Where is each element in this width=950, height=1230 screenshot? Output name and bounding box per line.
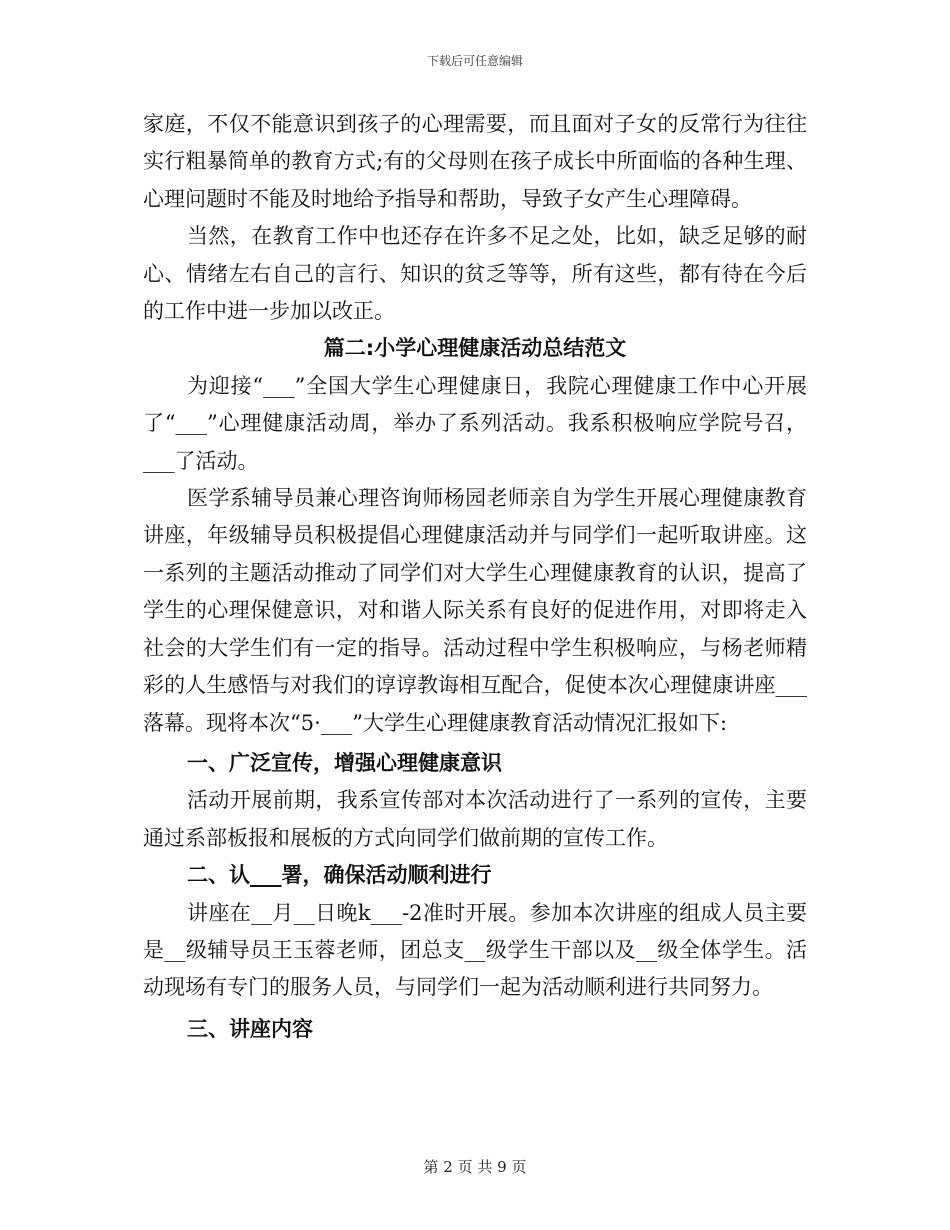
paragraph-publicity: 活动开展前期，我系宣传部对本次活动进行了一系列的宣传，主要通过系部板报和展板的方式向同学们做前期的宣传工作。 [143,788,807,850]
section-title: 篇二:小学心理健康活动总结范文 [323,336,627,361]
heading-publicity: 一、广泛宣传，增强心理健康意识 [187,750,502,775]
page-header: 下载后可任意编辑 [426,54,523,68]
paragraph-continued: 家庭，不仅不能意识到孩子的心理需要，而且面对子女的反常行为往往实行粗暴简单的教育方式;有的父母则在孩子成长中所面临的各种生理、心理问题时不能及时地给予指导和帮助，导致子女产生心理障碍。 [143,112,807,211]
page-footer: 第 2 页 共 9 页 [423,1158,527,1176]
paragraph-lecture: 医学系辅导员兼心理咨询师杨园老师亲自为学生开展心理健康教育讲座，年级辅导员积极提倡心理健康活动并与同学们一起听取讲座。这一系列的主题活动推动了同学们对大学生心理健康教育的认识，提高了学生的心理保健意识，对和谐人际关系有良好的促进作用，对即将走入社会的大学生们有一定的指导。活动过程中学生积极响应，与杨老师精彩的人生感悟与对我们的谆谆教诲相互配合，促使本次心理健康讲座___落幕。现将本次“5·___”大学生心理健康教育活动情况汇报如下: [143,486,807,735]
heading-arrangement: 二、认___署，确保活动顺利进行 [187,863,492,888]
paragraph-arrangement: 讲座在__月__日晚k___-2准时开展。参加本次讲座的组成人员主要是__级辅导员王玉蓉老师，团总支__级学生干部以及__级全体学生。活动现场有专门的服务人员，与同学们一起为活动顺利进行共同努力。 [143,900,807,1000]
paragraph-shortcomings: 当然，在教育工作中也还存在许多不足之处，比如，缺乏足够的耐心、情绪左右自己的言行、知识的贫乏等等，所有这些，都有待在今后的工作中进一步加以改正。 [143,224,807,324]
heading-lecture-content: 三、讲座内容 [187,1016,313,1041]
paragraph-intro: 为迎接“___”全国大学生心理健康日，我院心理健康工作中心开展了“___”心理健康活动周，举办了系列活动。我系积极响应学院号召，___了活动。 [143,373,807,473]
document-body [143,106,807,1048]
